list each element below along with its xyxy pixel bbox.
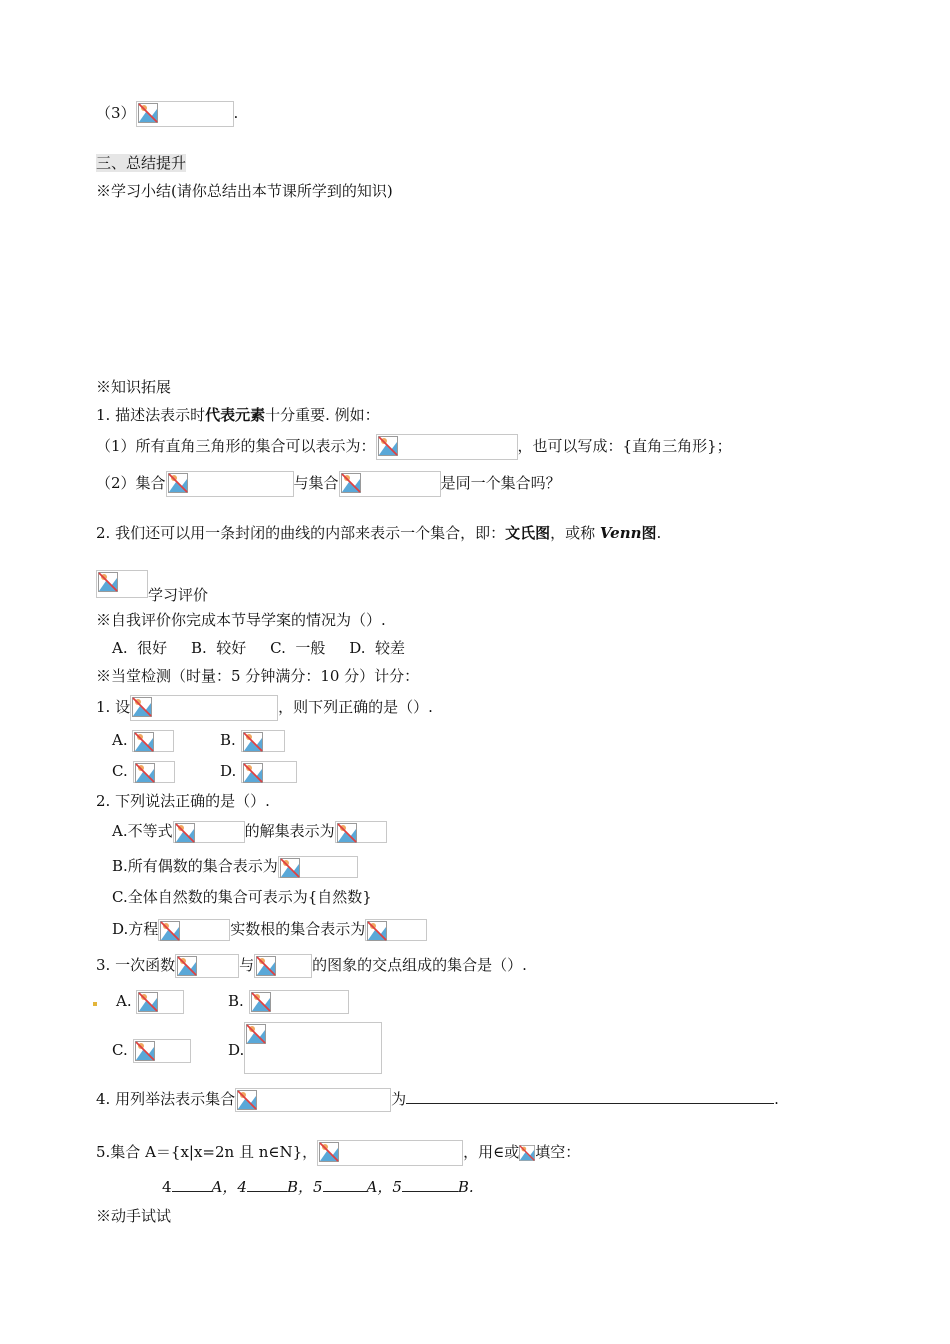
broken-image-icon <box>243 763 263 783</box>
q2-option-a: A.不等式 的解集表示为 <box>112 820 387 843</box>
knowledge-ext-p2: 2. 我们还可以用一条封闭的曲线的内部来表示一个集合，即：文氏图，或称 Venn图. <box>96 524 662 542</box>
formula-image <box>175 954 239 978</box>
answer-blank[interactable] <box>247 1175 287 1192</box>
broken-image-icon <box>519 1145 535 1161</box>
broken-image-icon <box>237 1090 257 1110</box>
q1-option-b: B. <box>220 729 285 752</box>
broken-image-icon <box>98 572 118 592</box>
q3-stem: 3. 一次函数 与 的图象的交点组成的集合是（）. <box>96 954 527 978</box>
formula-image <box>158 919 230 941</box>
formula-image <box>249 990 349 1014</box>
answer-blank[interactable] <box>402 1175 458 1192</box>
formula-image <box>173 821 245 843</box>
q1-stem: 1. 设 ，则下列正确的是（）. <box>96 695 433 721</box>
answer-blank[interactable] <box>323 1175 367 1192</box>
symbol-image <box>519 1144 535 1162</box>
self-eval-options: A. 很好 B. 较好 C. 一般 D. 较差 <box>112 639 406 657</box>
q3-option-a: A. <box>116 990 184 1014</box>
broken-image-icon <box>256 956 276 976</box>
formula-image <box>235 1088 391 1112</box>
broken-image-icon <box>243 732 263 752</box>
knowledge-ext-heading: ※知识拓展 <box>96 378 172 396</box>
broken-image-icon <box>135 1041 155 1061</box>
answer-blank[interactable] <box>406 1087 774 1104</box>
test-header: ※当堂检测（时量：5 分钟满分：10 分）计分： <box>96 667 420 685</box>
broken-image-icon <box>367 921 387 941</box>
q3-option-d: D. <box>228 1022 382 1074</box>
q4-stem: 4. 用列举法表示集合 为 . <box>96 1087 779 1112</box>
formula-image <box>241 730 285 752</box>
section-title: 三、总结提升 <box>96 154 187 172</box>
formula-image <box>241 761 297 783</box>
broken-image-icon <box>138 103 158 123</box>
q1-option-c: C. <box>112 760 175 783</box>
q2-option-b: B.所有偶数的集合表示为 <box>112 855 358 878</box>
q3-option-b: B. <box>228 990 349 1014</box>
q5-stem: 5.集合 A＝{x|x=2n 且 n∈N}， ，用∈或 填空： <box>96 1140 580 1166</box>
study-summary: ※学习小结(请你总结出本节课所学到的知识) <box>96 182 393 200</box>
evaluation-logo-image <box>96 570 148 598</box>
formula-image <box>130 695 278 721</box>
try-it: ※动手试试 <box>96 1207 172 1225</box>
broken-image-icon <box>378 436 398 456</box>
broken-image-icon <box>251 992 271 1012</box>
broken-image-icon <box>138 992 158 1012</box>
formula-image <box>136 101 234 127</box>
formula-image <box>254 954 312 978</box>
broken-image-icon <box>175 823 195 843</box>
broken-image-icon <box>337 823 357 843</box>
q5-fill: 4 A，4 B，5 A，5 B. <box>162 1175 474 1198</box>
broken-image-icon <box>246 1024 266 1044</box>
broken-image-icon <box>168 473 188 493</box>
q1-option-a: A. <box>112 729 174 752</box>
broken-image-icon <box>177 956 197 976</box>
q2-option-c: C.全体自然数的集合可表示为{自然数} <box>112 888 372 906</box>
broken-image-icon <box>134 732 154 752</box>
broken-image-icon <box>319 1142 339 1162</box>
broken-image-icon <box>280 858 300 878</box>
formula-image <box>133 761 175 783</box>
formula-image <box>133 1039 191 1063</box>
formula-image <box>365 919 427 941</box>
knowledge-ext-q1: （1）所有直角三角形的集合可以表示为： ，也可以写成：{直角三角形}； <box>96 434 732 460</box>
formula-image <box>317 1140 463 1166</box>
evaluation-title: 学习评价 <box>96 570 208 598</box>
formula-image <box>335 821 387 843</box>
formula-image <box>278 856 358 878</box>
formula-image <box>136 990 184 1014</box>
formula-image <box>132 730 174 752</box>
q2-option-d: D.方程 实数根的集合表示为 <box>112 918 427 941</box>
broken-image-icon <box>135 763 155 783</box>
broken-image-icon <box>160 921 180 941</box>
formula-image <box>376 434 518 460</box>
broken-image-icon <box>132 697 152 717</box>
formula-image <box>339 471 441 497</box>
q2-stem: 2. 下列说法正确的是（）. <box>96 792 270 810</box>
broken-image-icon <box>341 473 361 493</box>
formula-image <box>244 1022 382 1074</box>
formula-image <box>166 471 294 497</box>
knowledge-ext-p1: 1. 描述法表示时代表元素十分重要. 例如： <box>96 406 380 424</box>
item-3: （3） . <box>96 101 238 127</box>
knowledge-ext-q2: （2）集合 与集合 是同一个集合吗？ <box>96 471 561 497</box>
q3-option-c: C. <box>112 1039 191 1063</box>
self-eval: ※自我评价你完成本节导学案的情况为（）. <box>96 611 386 629</box>
q1-option-d: D. <box>220 760 297 783</box>
answer-blank[interactable] <box>172 1175 212 1192</box>
marker-dot <box>93 1002 97 1006</box>
